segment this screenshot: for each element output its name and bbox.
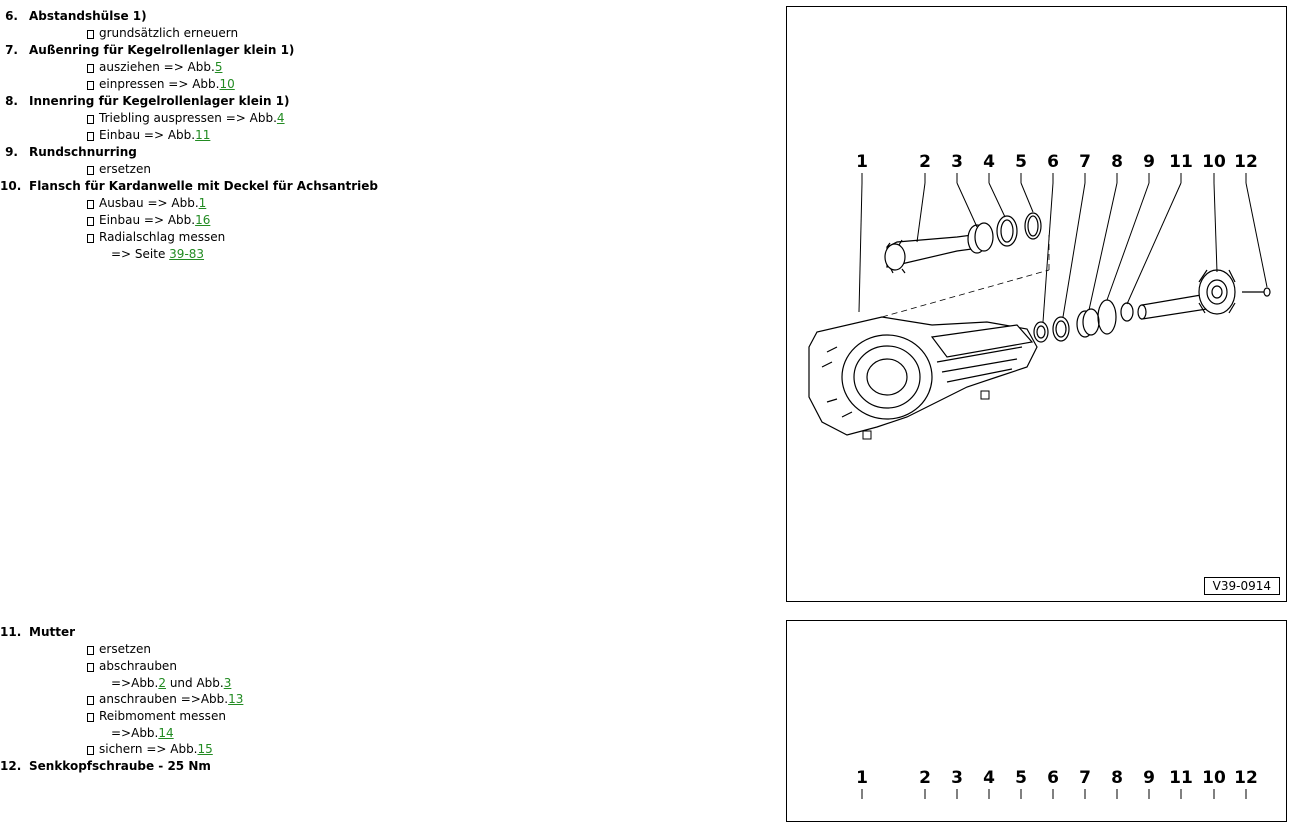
leader-line [859,183,862,312]
sub-step-text: anschrauben =>Abb. [99,692,229,706]
figure-link[interactable]: 15 [197,742,213,756]
item-number: 7. [5,43,18,57]
figure-link[interactable]: 3 [223,676,232,690]
part-number: 11 [1169,768,1193,788]
part-number: 9 [1143,768,1155,788]
item-number: 8. [5,94,18,108]
part-number: 4 [983,768,995,788]
part-number: 2 [919,768,931,788]
continuation-text: => Seite [111,247,170,261]
bullet-box-icon [87,746,94,755]
sub-step-text: grundsätzlich erneuern [99,26,239,40]
sub-step-text: ersetzen [99,162,151,176]
gear-housing [809,317,1037,435]
bullet-box-icon [87,696,94,705]
figure-link[interactable]: 14 [158,726,174,740]
bullet-box-icon [87,132,94,141]
figure-link[interactable]: 11 [195,128,211,142]
part-number: 11 [1169,152,1193,172]
sub-step-text: ausziehen => Abb. [99,60,215,74]
sub-step [29,59,760,76]
leader-line [1021,183,1033,212]
item-number: 6. [5,9,18,23]
part-number: 10 [1202,768,1226,788]
bullet-box-icon [87,30,94,39]
parts-list-bottom [0,624,760,775]
list-item [0,8,760,42]
bullet-box-icon [87,166,94,175]
sub-step-continuation [29,675,760,691]
list-item [0,144,760,178]
sub-step [29,212,760,229]
part-number: 9 [1143,152,1155,172]
item-number: 9. [5,145,18,159]
sub-step-text: sichern => Abb. [99,742,198,756]
part-number: 1 [856,152,868,172]
list-item [0,178,760,262]
part-number: 10 [1202,152,1226,172]
figure-link[interactable]: 16 [195,213,211,227]
sub-step-text: abschrauben [99,659,177,673]
part-number: 12 [1234,768,1258,788]
sub-step [29,25,760,42]
leader-line [1246,183,1267,287]
sub-step [29,161,760,178]
bullet-box-icon [87,81,94,90]
figure-link[interactable]: 4 [276,111,285,125]
part-number: 12 [1234,152,1258,172]
bullet-box-icon [87,663,94,672]
part-number: 5 [1015,152,1027,172]
sub-step-text: Einbau => Abb. [99,128,196,142]
bullet-box-icon [87,234,94,243]
exploded-view-figure-2 [786,620,1287,822]
item-title: Senkkopfschraube - 25 Nm [29,759,211,773]
leader-line [917,183,925,242]
part-number: 6 [1047,152,1059,172]
item-title: Außenring für Kegelrollenlager klein 1) [29,43,295,57]
part-number: 5 [1015,768,1027,788]
bullet-box-icon [87,217,94,226]
sub-step [29,641,760,658]
list-item [0,624,760,758]
exploded-view-drawing-2 [787,621,1286,821]
item-number: 10. [0,179,22,193]
figure-link[interactable]: 13 [228,692,244,706]
sub-step [29,708,760,725]
leader-line [957,183,977,227]
sub-step [29,195,760,212]
part-number: 7 [1079,152,1091,172]
part-number-labels [856,152,1258,172]
sub-step [29,127,760,144]
sub-step-text: Reibmoment messen [99,709,226,723]
figure-link[interactable]: 1 [198,196,207,210]
sub-step [29,741,760,758]
item-title: Innenring für Kegelrollenlager klein 1) [29,94,290,108]
bullet-box-icon [87,646,94,655]
part-number-labels-2 [856,768,1258,799]
sub-step [29,691,760,708]
bullet-box-icon [87,713,94,722]
bullet-box-icon [87,64,94,73]
continuation-text: =>Abb. [111,676,159,690]
sub-step [29,229,760,246]
sub-step-text: ersetzen [99,642,151,656]
item-number: 12. [0,759,22,773]
figure-link[interactable]: 2 [158,676,167,690]
sub-step [29,76,760,93]
leader-line [1127,183,1181,304]
item-title: Rundschnurring [29,145,137,159]
continuation-text: =>Abb. [111,726,159,740]
part-number: 6 [1047,768,1059,788]
figure-label: V39-0914 [1204,577,1280,595]
leader-line [989,183,1005,217]
part-number: 2 [919,152,931,172]
leader-line [1214,183,1217,272]
figure-link[interactable]: 39-83 [169,247,205,261]
item-title: Abstandshülse 1) [29,9,147,23]
sub-step-text: Triebling auspressen => Abb. [99,111,277,125]
sub-step [29,110,760,127]
list-item [0,93,760,144]
exploded-view-figure [786,6,1287,602]
item-number: 11. [0,625,22,639]
leader-line [1089,183,1117,310]
part-number: 3 [951,152,963,172]
list-item [0,758,760,775]
part-number: 4 [983,152,995,172]
item-title: Mutter [29,625,76,639]
bullet-box-icon [87,200,94,209]
sub-step-text: Ausbau => Abb. [99,196,199,210]
continuation-text: und Abb. [166,676,224,690]
leader-line [1043,183,1053,322]
part-number: 7 [1079,768,1091,788]
leader-line [1063,183,1085,317]
figure-link[interactable]: 5 [214,60,223,74]
figure-link[interactable]: 10 [219,77,235,91]
pinion-shaft [885,235,972,273]
part-number: 3 [951,768,963,788]
sub-step-text: Einbau => Abb. [99,213,196,227]
sub-step-text: einpressen => Abb. [99,77,220,91]
flange-shaft [1138,270,1270,319]
bullet-box-icon [87,115,94,124]
part-number: 8 [1111,152,1123,172]
part-number: 8 [1111,768,1123,788]
part-number: 1 [856,768,868,788]
list-item [0,42,760,93]
sub-step-continuation [29,725,760,741]
item-title: Flansch für Kardanwelle mit Deckel für Achsantrieb [29,179,379,193]
sub-step [29,658,760,675]
exploded-view-drawing [787,7,1286,601]
parts-list-top [0,8,760,262]
sub-step-continuation [29,246,760,262]
sub-step-text: Radialschlag messen [99,230,226,244]
